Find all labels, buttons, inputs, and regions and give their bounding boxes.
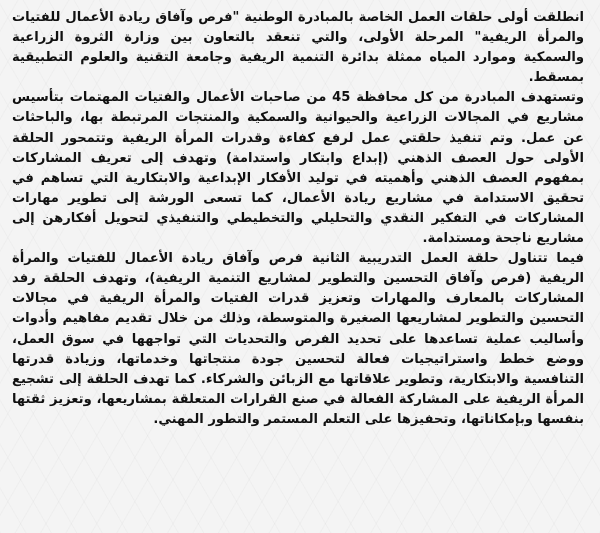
article-paragraph-2: وتستهدف المبادرة من كل محافظة 45 من صاحبات الأعمال والفتيات المهتمات بتأسيس مشاريع في المجالات الزراعية والحيوانية والسمكية والمنتجات المرتبطة بها، والباحثات عن عمل. وتم تنفيذ حلقتي عمل لرفع كفاءة وقدرات المرأة الريفية وتتمحور الحلقة الأولى حول العصف الذهني (إبداع وابتكار واستدامة) وتهدف إلى تعريف المشاركات بمفهوم العصف الذهني وأهميته في توليد الأفكار الإبداعية والابتكارية التي تساهم في تحقيق الاستدامة في مشاريع ريادة الأعمال، كما تسعى الورشة إلى تطوير مهارات المشاركات في التفكير النقدي والتحليلي والتخطيطي والتنفيذي لتحويل أفكارهن إلى مشاريع ناجحة ومستدامة. [12,90,584,247]
article-paragraph-3: فيما تتناول حلقة العمل التدريبية الثانية فرص وآفاق ريادة الأعمال للفتيات والمرأة الريفية (فرص وآفاق التحسين والتطوير لمشاريع التنمية الريفية)، وتهدف الحلقة رفد المشاركات بالمعارف والمهارات وتعزيز قدرات الفتيات والمرأة الريفية في مجالات التحسين والتطوير لمشاريعها الصغيرة والمتوسطة، وذلك من خلال تقديم مفاهيم وأدوات وأساليب عملية تساعدها على تحديد الفرص والتحديات التي تواجهها في سوق العمل، ووضع خطط واستراتيجيات فعالة لتحسين جودة منتجاتها وخدماتها، وزيادة قدرتها التنافسية والابتكارية، وتطوير علاقاتها مع الزبائن والشركاء. كما تهدف الحلقة إلى تشجيع المرأة الريفية على المشاركة الفعالة في صنع القرارات المتعلقة بمشاريعها، وتعزيز ثقتها بنفسها وبإمكاناتها، وتحفيزها على التعلم المستمر والتطور المهني. [12,251,584,427]
article-body [12,8,584,430]
article-paragraph-1: انطلقت أولى حلقات العمل الخاصة بالمبادرة الوطنية "فرص وآفاق ريادة الأعمال للفتيات والمرأة الريفية" المرحلة الأولى، والتي تنعقد بالتعاون بين وزارة الثروة الزراعية والسمكية وموارد المياه ممثلة بدائرة التنمية الريفية وجامعة التقنية والعلوم التطبيقية بمسقط. [12,10,584,86]
